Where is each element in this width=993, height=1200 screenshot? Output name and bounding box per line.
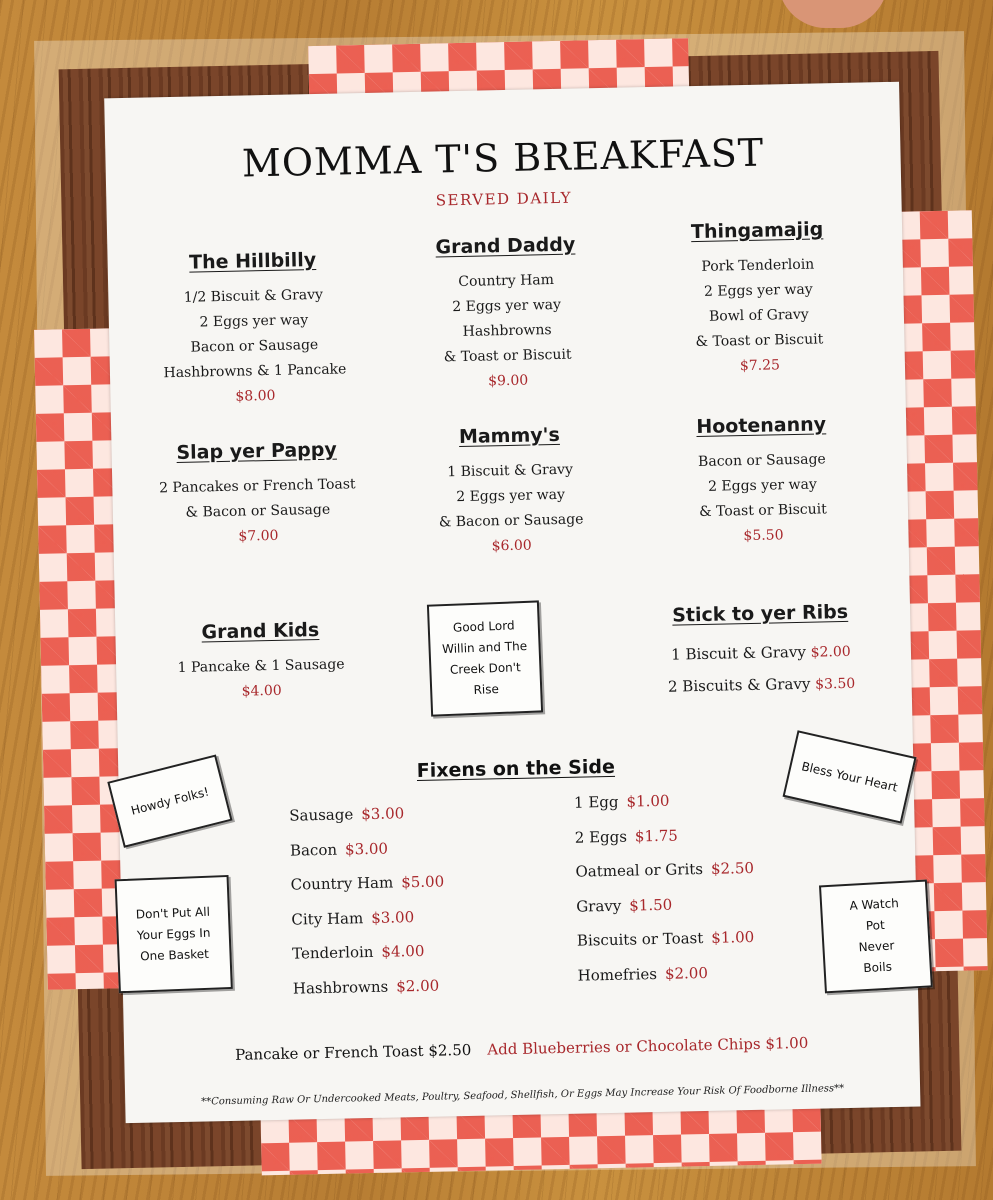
menu-item-stick-to-yer-ribs [625,600,897,704]
side-price: $5.00 [401,872,445,892]
note-watch-pot [819,879,933,993]
item-price: $7.00 [238,527,279,545]
side-label: Homefries [577,964,658,985]
menu-item-grand-kids [130,618,392,707]
side-label: Country Ham [290,873,394,894]
sides-right-column [574,790,757,1001]
side-price: $1.00 [626,791,670,811]
side-price: $1.75 [634,826,679,845]
item-line: Bacon or Sausage [697,451,826,471]
item-price: $5.50 [743,527,784,545]
menu-paper [104,82,920,1123]
item-line: 2 Pancakes or French Toast [158,476,356,497]
sides-title: Fixens on the Side [416,755,616,782]
item-line: & Bacon or Sausage [185,501,331,521]
side-price: $2.00 [664,963,709,983]
note-line: Willin and The [441,638,528,657]
note-line: Don't Put All [135,904,211,922]
side-label: Sausage [289,805,354,825]
note-line: Rise [473,682,500,697]
side-label: City Ham [291,908,364,929]
note-line: Good Lord [452,618,515,635]
item-line: Hashbrowns [462,322,552,340]
item-line: 1 Pancake & 1 Sausage [177,656,345,676]
item-line: 2 Eggs yer way [199,312,309,331]
item-line: Pork Tenderloin [701,256,815,275]
side-price: $4.00 [381,941,425,961]
side-price: $2.00 [396,976,440,995]
item-line: Country Ham [458,272,555,291]
food-safety-disclaimer: **Consuming Raw Or Undercooked Meats, Poultry, Seafood, Shellfish, Or Eggs May Increase Your Risk Of Foodborne Illness** [201,1083,845,1108]
menu-item-slap-yer-pappy [126,438,388,552]
menu-item-grand-daddy [375,232,638,396]
item-line: 2 Eggs yer way [456,486,566,506]
item-line: 2 Eggs yer way [703,281,813,300]
ribs-price: $3.50 [814,675,856,693]
side-price: $2.50 [710,858,755,878]
menu-item-thingamajig [627,217,890,381]
side-row [577,928,756,966]
side-row [574,790,753,828]
side-price: $3.00 [344,839,389,859]
item-line: & Toast or Biscuit [443,346,572,366]
item-line: & Bacon or Sausage [438,511,584,531]
ribs-price: $2.00 [810,643,851,661]
note-good-lord [427,600,543,716]
note-eggs-basket [115,875,233,993]
menu-subtitle: SERVED DAILY [435,188,573,210]
sides-left-column [289,803,447,1013]
item-line: Hashbrowns & 1 Pancake [163,361,347,382]
pancake-extra: Pancake or French Toast $2.50 [234,1040,472,1064]
item-price: $6.00 [491,537,532,555]
side-label: Gravy [576,896,622,916]
side-row [291,907,445,945]
item-name: The Hillbilly [188,248,317,274]
item-price: $7.25 [739,357,781,375]
side-price: $3.00 [371,907,415,927]
item-line: Bowl of Gravy [708,306,809,325]
side-label: Biscuits or Toast [576,929,704,950]
menu-item-mammys [379,422,642,561]
side-label: Tenderloin [291,942,374,963]
note-line: Boils [863,959,893,976]
side-row [577,962,756,1000]
extras-line [124,1032,919,1067]
menu-frame [59,51,962,1169]
item-name: Mammy's [458,423,560,449]
item-line: & Toast or Biscuit [695,331,824,351]
note-line: A Watch [849,896,900,913]
item-name: Grand Kids [201,619,320,644]
side-label: Hashbrowns [292,977,389,998]
item-line: 2 Eggs yer way [452,296,562,316]
side-row [292,941,446,979]
thumb [778,0,888,28]
item-name: Grand Daddy [435,233,576,259]
item-line: 1/2 Biscuit & Gravy [183,286,324,306]
note-line: Creek Don't [449,660,522,677]
item-line: 2 Eggs yer way [707,476,817,495]
ribs-label: 1 Biscuit & Gravy [671,642,807,664]
item-price: $9.00 [487,372,529,390]
item-name: Stick to yer Ribs [671,600,849,627]
item-line: & Toast or Biscuit [698,501,827,521]
menu-item-hootenanny [631,412,894,551]
item-name: Slap yer Pappy [176,438,337,464]
addon-extra: Add Blueberries or Chocolate Chips $1.00 [487,1033,809,1059]
item-line: Bacon or Sausage [190,336,319,356]
side-row [289,803,443,841]
side-price: $1.50 [629,895,673,915]
side-row [290,838,444,876]
note-line: Never [858,938,895,955]
note-bless-your-heart [783,730,917,823]
ribs-label: 2 Biscuits & Gravy [667,674,811,696]
item-name: Hootenanny [696,413,827,439]
ribs-row [626,666,897,704]
side-row [576,893,755,931]
side-row [293,976,447,1014]
side-row [291,872,445,910]
item-line: 1 Biscuit & Gravy [447,461,574,481]
menu-title: MOMMA T'S BREAKFAST [241,130,765,186]
side-label: 2 Eggs [574,827,628,847]
side-row [575,859,754,897]
side-label: 1 Egg [573,792,619,812]
item-price: $8.00 [235,387,276,405]
note-line: Pot [865,917,886,933]
side-price: $1.00 [711,927,755,947]
side-price: $3.00 [361,804,405,824]
note-text: Bless Your Heart [800,758,900,795]
note-text: Howdy Folks! [129,784,211,818]
item-name: Thingamajig [690,218,824,244]
item-price: $4.00 [241,682,282,700]
side-row [575,824,754,862]
note-line: One Basket [139,946,210,963]
side-label: Bacon [289,840,338,860]
side-label: Oatmeal or Grits [575,860,704,881]
note-line: Your Eggs In [136,925,211,943]
menu-item-hillbilly [122,248,385,412]
